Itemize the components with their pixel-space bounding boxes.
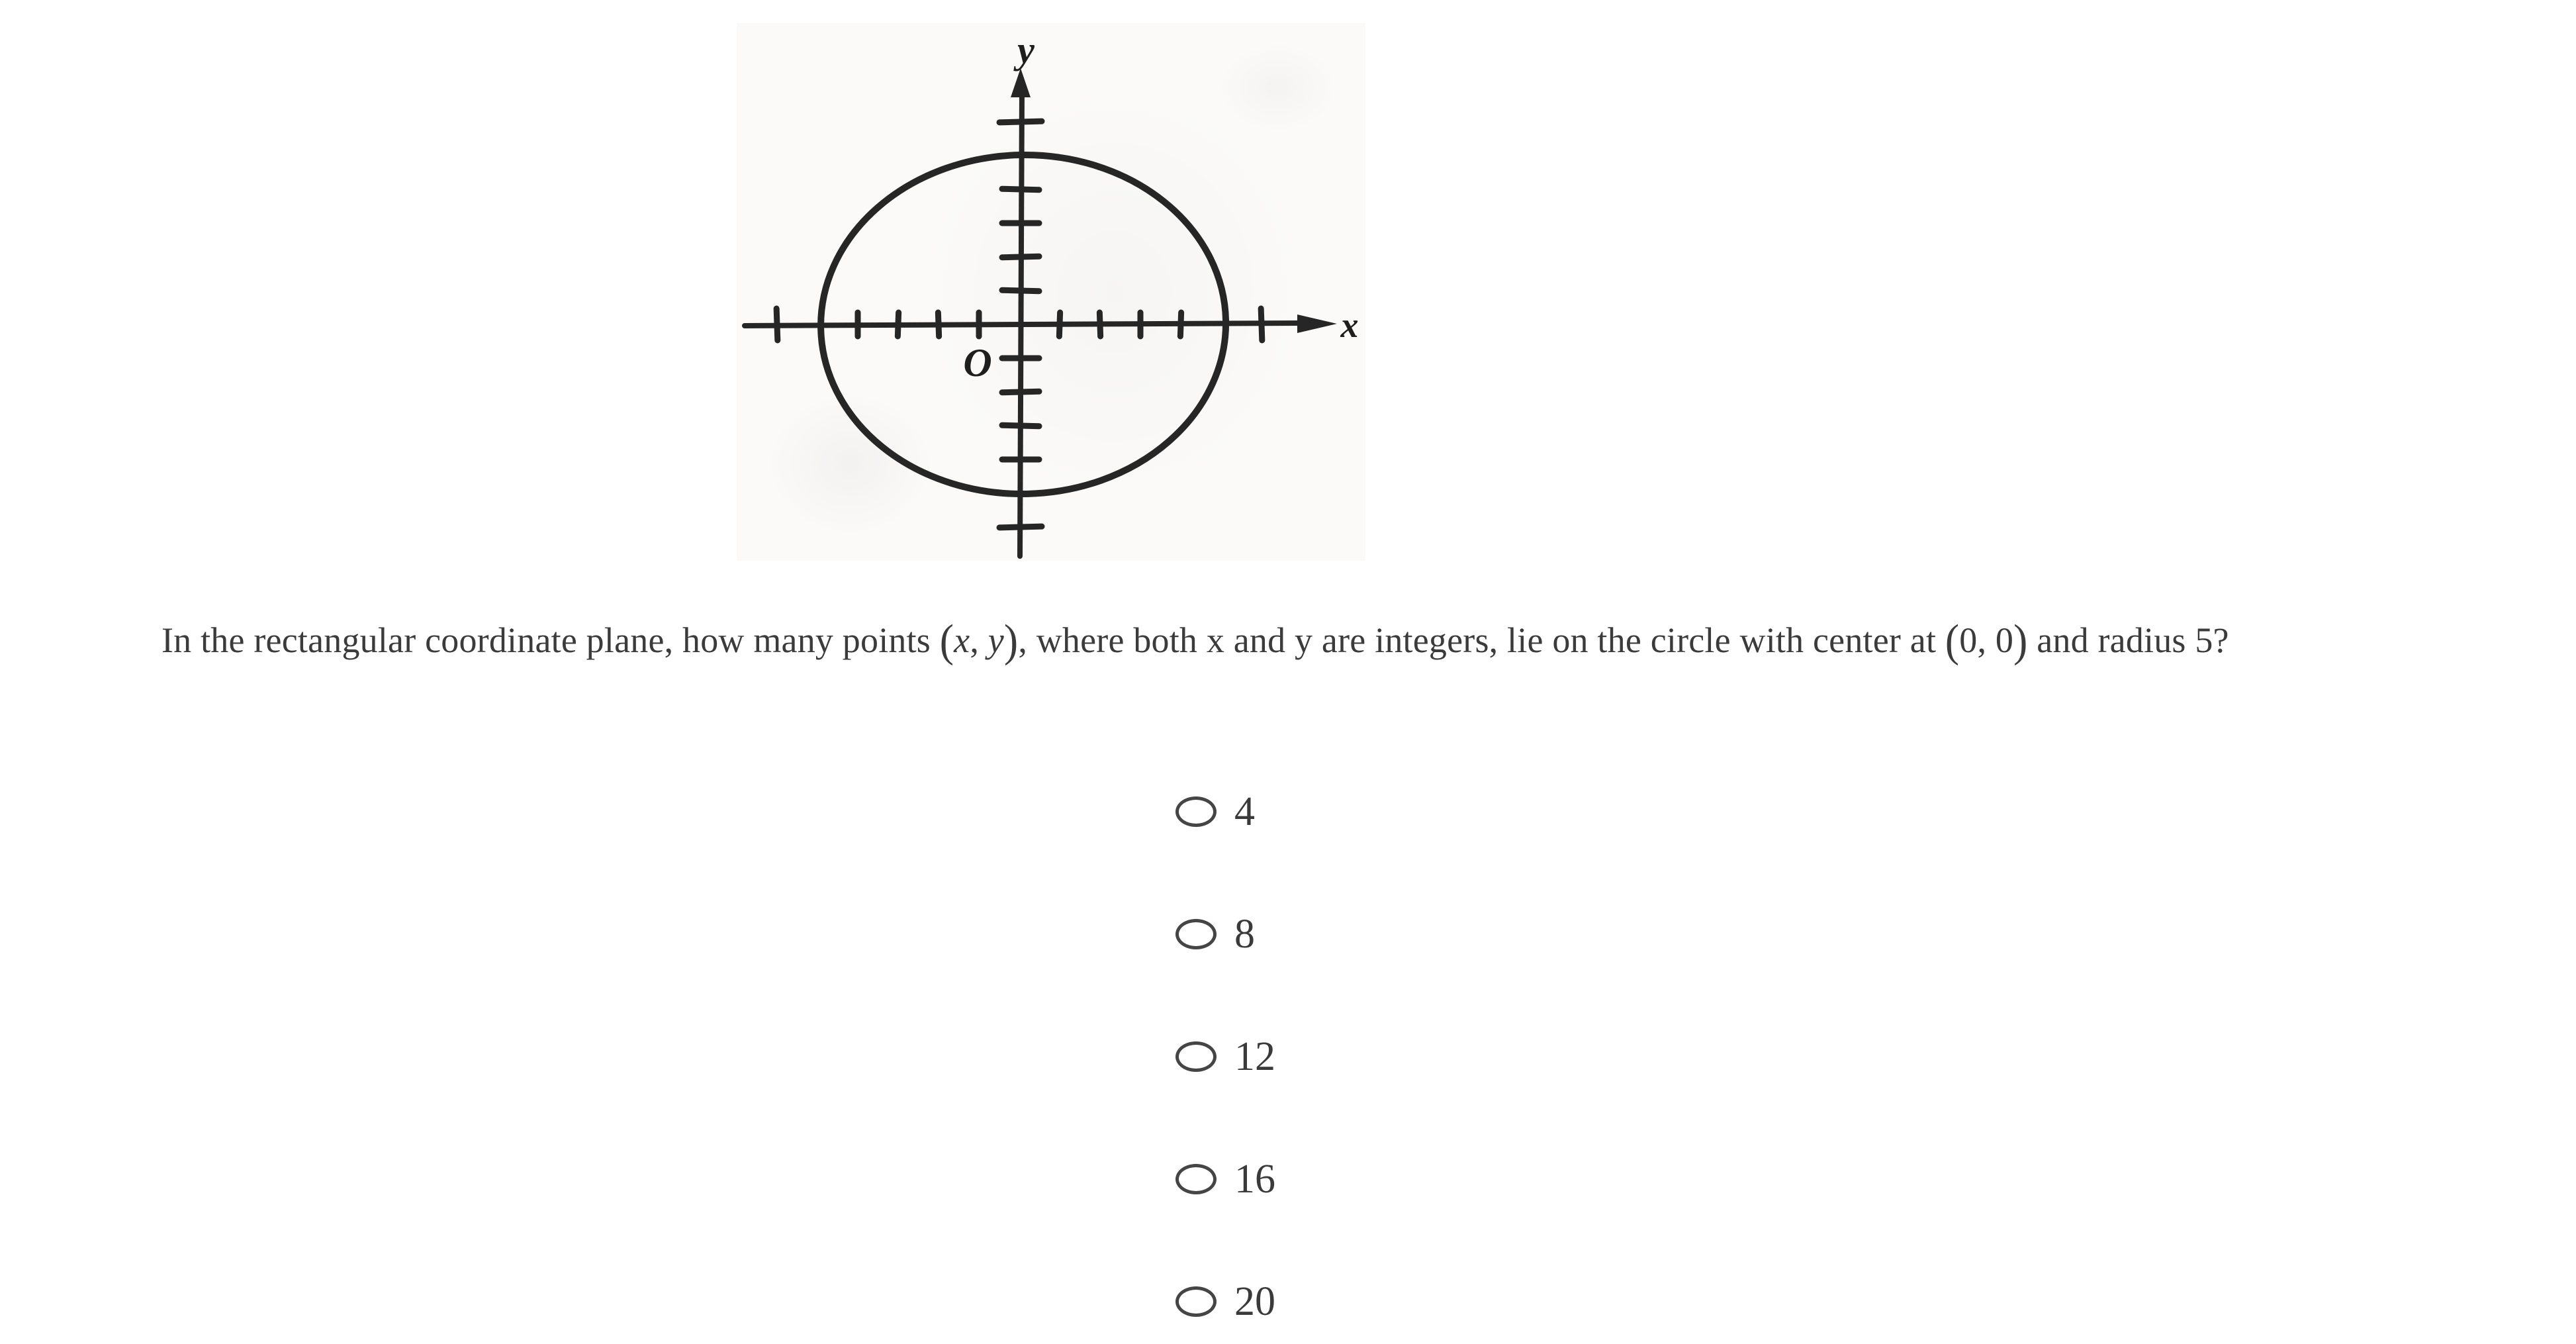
y-axis bbox=[1020, 89, 1022, 556]
radio-button-icon[interactable] bbox=[1175, 1286, 1217, 1317]
y-axis-label: y bbox=[1017, 28, 1035, 72]
x-axis-tick-2 bbox=[1099, 312, 1100, 336]
x-axis-tick-6 bbox=[1261, 309, 1262, 340]
option-label: 4 bbox=[1234, 789, 1255, 834]
x-axis-arrowhead bbox=[1297, 314, 1337, 333]
x-axis-tick-4 bbox=[1180, 312, 1181, 336]
x-axis-tick--6 bbox=[776, 309, 778, 340]
question-segment: , where both x and y are integers, lie on the circle with center at bbox=[1018, 620, 1945, 660]
answer-option-16[interactable] bbox=[1175, 1153, 1275, 1206]
answer-option-20[interactable] bbox=[1175, 1275, 1275, 1328]
option-label: 8 bbox=[1234, 912, 1255, 957]
x-axis-tick--2 bbox=[938, 312, 939, 336]
radio-button-icon[interactable] bbox=[1175, 1164, 1217, 1194]
option-label: 20 bbox=[1234, 1279, 1275, 1324]
answer-options bbox=[1175, 785, 1275, 1328]
y-axis-tick-6 bbox=[999, 121, 1042, 122]
origin-label: O bbox=[963, 341, 992, 385]
y-axis-tick--3 bbox=[1002, 425, 1039, 426]
x-axis-tick--3 bbox=[897, 312, 898, 336]
y-axis-tick--6 bbox=[999, 526, 1042, 528]
radio-button-icon[interactable] bbox=[1175, 1041, 1217, 1072]
answer-option-12[interactable] bbox=[1175, 1030, 1275, 1083]
question-segment: In the rectangular coordinate plane, how many points bbox=[161, 620, 940, 660]
option-label: 16 bbox=[1234, 1157, 1275, 1202]
answer-option-8[interactable] bbox=[1175, 908, 1275, 961]
answer-option-4[interactable] bbox=[1175, 785, 1275, 838]
radio-button-icon[interactable] bbox=[1175, 919, 1217, 949]
math-expression: (0, 0) bbox=[1945, 615, 2028, 667]
math-expression: (x, y) bbox=[939, 615, 1019, 667]
radio-button-icon[interactable] bbox=[1175, 796, 1217, 827]
option-label: 12 bbox=[1234, 1034, 1275, 1079]
y-axis-tick--2 bbox=[1002, 391, 1039, 392]
coordinate-plane-svg bbox=[737, 23, 1365, 561]
question-text bbox=[161, 614, 2458, 666]
y-axis-arrowhead bbox=[1011, 68, 1031, 97]
x-axis-label: x bbox=[1340, 305, 1359, 345]
x-axis-tick-1 bbox=[1059, 312, 1060, 336]
coordinate-plane-figure bbox=[737, 23, 1365, 561]
question-segment: and radius 5? bbox=[2027, 620, 2229, 660]
y-axis-tick-1 bbox=[1002, 290, 1039, 291]
y-axis-tick-2 bbox=[1002, 256, 1039, 257]
